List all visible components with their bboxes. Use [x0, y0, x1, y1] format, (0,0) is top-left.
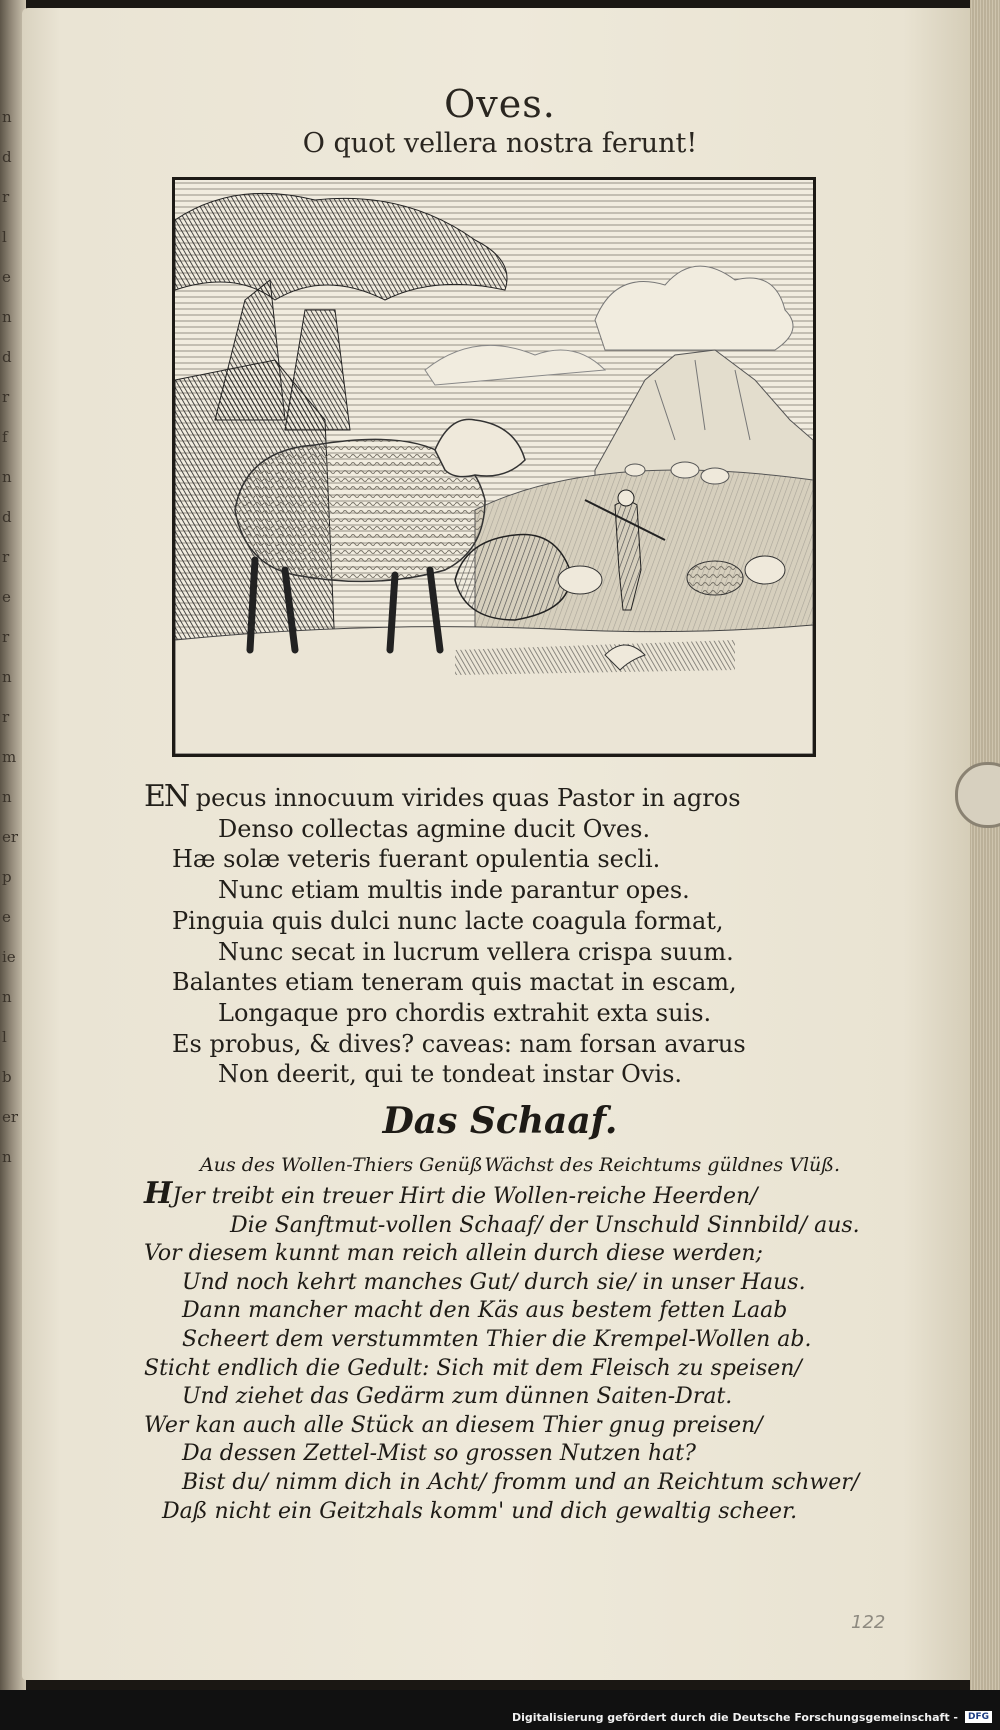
- left-page-fragment: ie: [2, 950, 16, 965]
- german-poem-title: Das Schaaf.: [382, 1100, 618, 1142]
- left-page-fragment: e: [2, 910, 11, 925]
- latin-line: Denso collectas agmine ducit Oves.: [218, 814, 651, 843]
- left-page-fragment: n: [2, 110, 12, 125]
- distant-sheep: [701, 468, 729, 484]
- flock-sheep: [558, 566, 602, 594]
- left-page-fragment: n: [2, 310, 12, 325]
- left-page-fragment: r: [2, 710, 10, 725]
- left-page-fragment: er: [2, 1110, 18, 1125]
- latin-line: Longaque pro chordis extrahit exta suis.: [218, 998, 712, 1027]
- latin-line: [144, 779, 844, 814]
- left-page-fragment: n: [2, 670, 12, 685]
- footer-bar: [0, 1690, 1000, 1730]
- dfg-logo: DFG: [965, 1711, 992, 1723]
- left-page-fragment: r: [2, 550, 10, 565]
- german-dropcap: H: [144, 1176, 173, 1211]
- latin-dropcap: EN: [144, 779, 189, 814]
- latin-line: Nunc secat in lucrum vellera crispa suum.: [218, 937, 734, 966]
- german-subtitle-left: Aus des Wollen-Thiers Genüß: [200, 1154, 483, 1176]
- latin-line-text: pecus innocuum virides quas Pastor in agros: [195, 784, 741, 812]
- left-page-fragment: r: [2, 630, 10, 645]
- left-page-fragment: er: [2, 830, 18, 845]
- german-poem-subtitle: [200, 1154, 840, 1176]
- distant-sheep: [671, 462, 699, 478]
- page-number: 122: [851, 1612, 886, 1633]
- latin-line: Pinguia quis dulci nunc lacte coagula format,: [172, 906, 724, 935]
- left-page-fragment: e: [2, 270, 11, 285]
- flock-sheep: [745, 556, 785, 584]
- latin-line: Nunc etiam multis inde parantur opes.: [218, 876, 690, 905]
- left-page-fragment: f: [2, 430, 8, 445]
- shepherd-head: [618, 490, 634, 506]
- left-page-fragment: l: [2, 1030, 7, 1045]
- left-page-fragment: d: [2, 350, 12, 365]
- german-poem: [144, 1176, 864, 1526]
- german-line: Und ziehet das Gedärm zum dünnen Saiten-Drat.: [182, 1384, 733, 1410]
- german-line: Wer kan auch alle Stück an diesem Thier gnug preisen/: [144, 1412, 763, 1438]
- german-line-text: Jer treibt ein treuer Hirt die Wollen-reiche Heerden/: [172, 1184, 758, 1209]
- left-page-fragment: n: [2, 790, 12, 805]
- german-line: [144, 1176, 864, 1212]
- german-line: Sticht endlich die Gedult: Sich mit dem Fleisch zu speisen/: [144, 1355, 802, 1381]
- german-line: Da dessen Zettel-Mist so grossen Nutzen hat?: [182, 1441, 696, 1467]
- footer-credit: Digitalisierung gefördert durch die Deutsche Forschungsgemeinschaft -: [511, 1711, 958, 1724]
- german-line: Dann mancher macht den Käs aus bestem fetten Laab: [182, 1298, 788, 1324]
- latin-poem: [144, 779, 844, 1090]
- distant-sheep: [625, 464, 645, 476]
- german-line: Daß nicht ein Geitzhals komm' und dich gewaltig scheer.: [162, 1498, 798, 1524]
- left-page-fragment: l: [2, 230, 7, 245]
- left-page-fragment: n: [2, 1150, 12, 1165]
- latin-line: Es probus, & dives? caveas: nam forsan avarus: [172, 1029, 746, 1058]
- left-page-fragment: b: [2, 1070, 12, 1085]
- left-page-fragment: d: [2, 510, 12, 525]
- left-page-fragment: n: [2, 990, 12, 1005]
- engraving-artwork: [175, 180, 813, 754]
- flock-sheep: [687, 561, 743, 595]
- left-page-fragment: r: [2, 390, 10, 405]
- latin-line: Hæ solæ veteris fuerant opulentia secli.: [172, 845, 661, 874]
- german-subtitle-right: Wächst des Reichtums güldnes Vlüß.: [484, 1154, 840, 1176]
- latin-line: Non deerit, qui te tondeat instar Ovis.: [218, 1060, 683, 1089]
- german-line: Vor diesem kunnt man reich allein durch diese werden;: [144, 1241, 763, 1267]
- left-page-fragment: e: [2, 590, 11, 605]
- page-title: Oves.: [444, 82, 556, 126]
- latin-line: Balantes etiam teneram quis mactat in escam,: [172, 968, 737, 997]
- german-line: Und noch kehrt manches Gut/ durch sie/ in unser Haus.: [182, 1269, 806, 1295]
- page-motto: O quot vellera nostra ferunt!: [302, 128, 698, 159]
- german-line: Die Sanftmut-vollen Schaaf/ der Unschuld Sinnbild/ aus.: [230, 1212, 860, 1238]
- page-stack-edge: [970, 0, 1000, 1690]
- german-line: Scheert dem verstummten Thier die Krempel-Wollen ab.: [182, 1326, 812, 1352]
- sheep-engraving-illustration: [172, 177, 816, 757]
- left-page-fragment: d: [2, 150, 12, 165]
- german-line: Bist du/ nimm dich in Acht/ fromm und an Reichtum schwer/: [182, 1469, 860, 1495]
- left-page-fragment: m: [2, 750, 17, 765]
- left-page-fragment: n: [2, 470, 12, 485]
- left-page-fragment: p: [2, 870, 12, 885]
- left-page-fragment: r: [2, 190, 10, 205]
